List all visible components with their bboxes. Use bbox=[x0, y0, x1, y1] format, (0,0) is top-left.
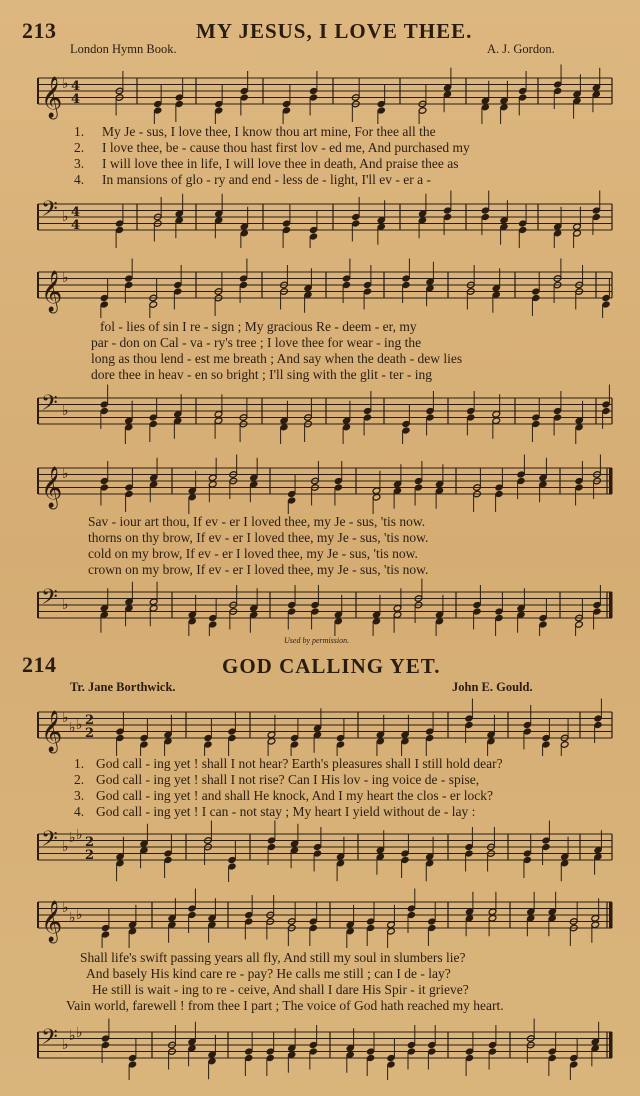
svg-text:♭: ♭ bbox=[76, 907, 83, 923]
hymn-213-s1-verse-1: 1. My Je - sus, I love thee, I know thou art mine, For thee all the bbox=[74, 124, 436, 139]
svg-text:𝄢: 𝄢 bbox=[41, 391, 58, 421]
hymn-213-title: MY JESUS, I LOVE THEE. bbox=[196, 19, 473, 43]
svg-text:𝄞: 𝄞 bbox=[41, 467, 63, 508]
hymn-214-system-2-treble-staff bbox=[0, 888, 640, 948]
svg-text:2: 2 bbox=[85, 848, 95, 863]
hymn-214-system-1-treble-staff bbox=[0, 698, 640, 756]
svg-text:♭: ♭ bbox=[62, 466, 69, 482]
svg-text:♭: ♭ bbox=[69, 720, 76, 736]
hymn-213-s3-verse-3: cold on my brow, If ev - er I loved thee, my Je - sus, 'tis now. bbox=[88, 546, 418, 561]
hymn-214-title: GOD CALLING YET. bbox=[222, 654, 441, 678]
hymn-214-s2-verse-3: He still is wait - ing to re - ceive, And shall I dare His Spir - it grieve? bbox=[92, 982, 469, 997]
hymn-213-s1-verse-3: 3. I will love thee in life, I will love thee in death, And praise thee as bbox=[74, 156, 459, 171]
svg-text:♭: ♭ bbox=[69, 830, 76, 846]
hymn-213-s1-verse-4: 4. In mansions of glo - ry and end - less de - light, I'll ev - er a - bbox=[74, 172, 431, 187]
svg-text:♭: ♭ bbox=[76, 1025, 83, 1041]
hymn-213-s3-verse-4: crown on my brow, If ev - er I loved thee, my Je - sus, 'tis now. bbox=[88, 562, 429, 577]
hymn-214-system-2-bass-staff bbox=[0, 1018, 640, 1080]
hymn-213-system-1-treble-staff bbox=[0, 64, 640, 124]
svg-text:♭: ♭ bbox=[62, 76, 69, 92]
permission-note: Used by permission. bbox=[284, 636, 350, 645]
hymn-213-s2-verse-2: par - don on Cal - va - ry's tree ; I love thee for wear - ing the bbox=[91, 335, 422, 350]
svg-text:♭: ♭ bbox=[69, 1028, 76, 1044]
hymn-214-s1-verse-3: 3. God call - ing yet ! and shall He knock, And I my heart the clos - er lock? bbox=[74, 788, 494, 803]
hymn-214-s1-verse-4: 4. God call - ing yet ! I can - not stay ; My heart I yield without de - lay : bbox=[74, 804, 476, 819]
svg-text:𝄢: 𝄢 bbox=[41, 827, 58, 857]
hymn-213-s1-verse-2: 2. I love thee, be - cause thou hast first lov - ed me, And purchased my bbox=[74, 140, 470, 155]
svg-text:𝄞: 𝄞 bbox=[41, 271, 63, 312]
svg-text:𝄢: 𝄢 bbox=[41, 585, 58, 615]
svg-text:♭: ♭ bbox=[62, 710, 69, 726]
hymn-213-composer: A. J. Gordon. bbox=[487, 42, 555, 56]
svg-text:♭: ♭ bbox=[62, 597, 69, 613]
svg-text:2: 2 bbox=[85, 713, 95, 728]
hymn-213-system-3-bass-staff bbox=[0, 578, 640, 636]
svg-text:4: 4 bbox=[71, 205, 81, 220]
hymn-214-composer: John E. Gould. bbox=[452, 680, 533, 694]
hymn-213-s2-verse-3: long as thou lend - est me breath ; And say when the death - dew lies bbox=[91, 351, 463, 366]
hymn-213-s3-verse-2: thorns on thy brow, If ev - er I loved thee, my Je - sus, 'tis now. bbox=[88, 530, 429, 545]
hymn-213-s3-verse-1: Sav - iour art thou, If ev - er I loved thee, my Je - sus, 'tis now. bbox=[88, 514, 426, 529]
svg-text:2: 2 bbox=[85, 726, 95, 741]
hymn-214-s1-verse-2: 2. God call - ing yet ! shall I not rise? Can I His lov - ing voice de - spise, bbox=[74, 772, 480, 787]
hymn-213-number: 213 bbox=[22, 18, 57, 43]
hymn-214-s2-verse-2: And basely His kind care re - pay? He calls me still ; can I de - lay? bbox=[86, 966, 451, 981]
svg-text:𝄞: 𝄞 bbox=[41, 77, 63, 118]
svg-text:♭: ♭ bbox=[62, 403, 69, 419]
hymn-214-number: 214 bbox=[22, 652, 57, 677]
svg-text:4: 4 bbox=[71, 79, 81, 94]
svg-text:♭: ♭ bbox=[62, 839, 69, 855]
svg-text:𝄞: 𝄞 bbox=[41, 901, 63, 942]
svg-text:𝄢: 𝄢 bbox=[41, 197, 58, 227]
svg-text:♭: ♭ bbox=[62, 209, 69, 225]
svg-text:4: 4 bbox=[71, 92, 81, 107]
svg-text:♭: ♭ bbox=[62, 1037, 69, 1053]
hymn-213-system-2-bass-staff bbox=[0, 384, 640, 444]
svg-text:♭: ♭ bbox=[69, 910, 76, 926]
svg-text:4: 4 bbox=[71, 218, 81, 233]
hymn-214-system-1-bass-staff bbox=[0, 820, 640, 882]
svg-text:2: 2 bbox=[85, 835, 95, 850]
svg-text:♭: ♭ bbox=[76, 717, 83, 733]
svg-text:𝄢: 𝄢 bbox=[41, 1025, 58, 1055]
hymn-214-s1-verse-1: 1. God call - ing yet ! shall I not hear? Earth's pleasures shall I still hold dear? bbox=[74, 756, 503, 771]
hymn-214-s2-verse-4: Vain world, farewell ! from thee I part ; The voice of God hath reached my heart. bbox=[66, 998, 504, 1013]
hymn-213-s2-verse-1: fol - lies of sin I re - sign ; My gracious Re - deem - er, my bbox=[100, 319, 417, 334]
svg-text:♭: ♭ bbox=[62, 900, 69, 916]
hymn-213-system-2-treble-staff bbox=[0, 258, 640, 318]
hymn-213-system-1-bass-staff bbox=[0, 190, 640, 248]
svg-text:♭: ♭ bbox=[76, 827, 83, 843]
hymn-213-system-3-treble-staff bbox=[0, 454, 640, 514]
svg-text:𝄞: 𝄞 bbox=[41, 711, 63, 752]
svg-text:♭: ♭ bbox=[62, 270, 69, 286]
hymn-214-author: Tr. Jane Borthwick. bbox=[70, 680, 176, 694]
hymn-213-source: London Hymn Book. bbox=[70, 42, 177, 56]
hymn-214-s2-verse-1: Shall life's swift passing years all fly, And still my soul in slumbers lie? bbox=[80, 950, 466, 965]
hymn-213-s2-verse-4: dore thee in heav - en so bright ; I'll sing with the glit - ter - ing bbox=[91, 367, 432, 382]
